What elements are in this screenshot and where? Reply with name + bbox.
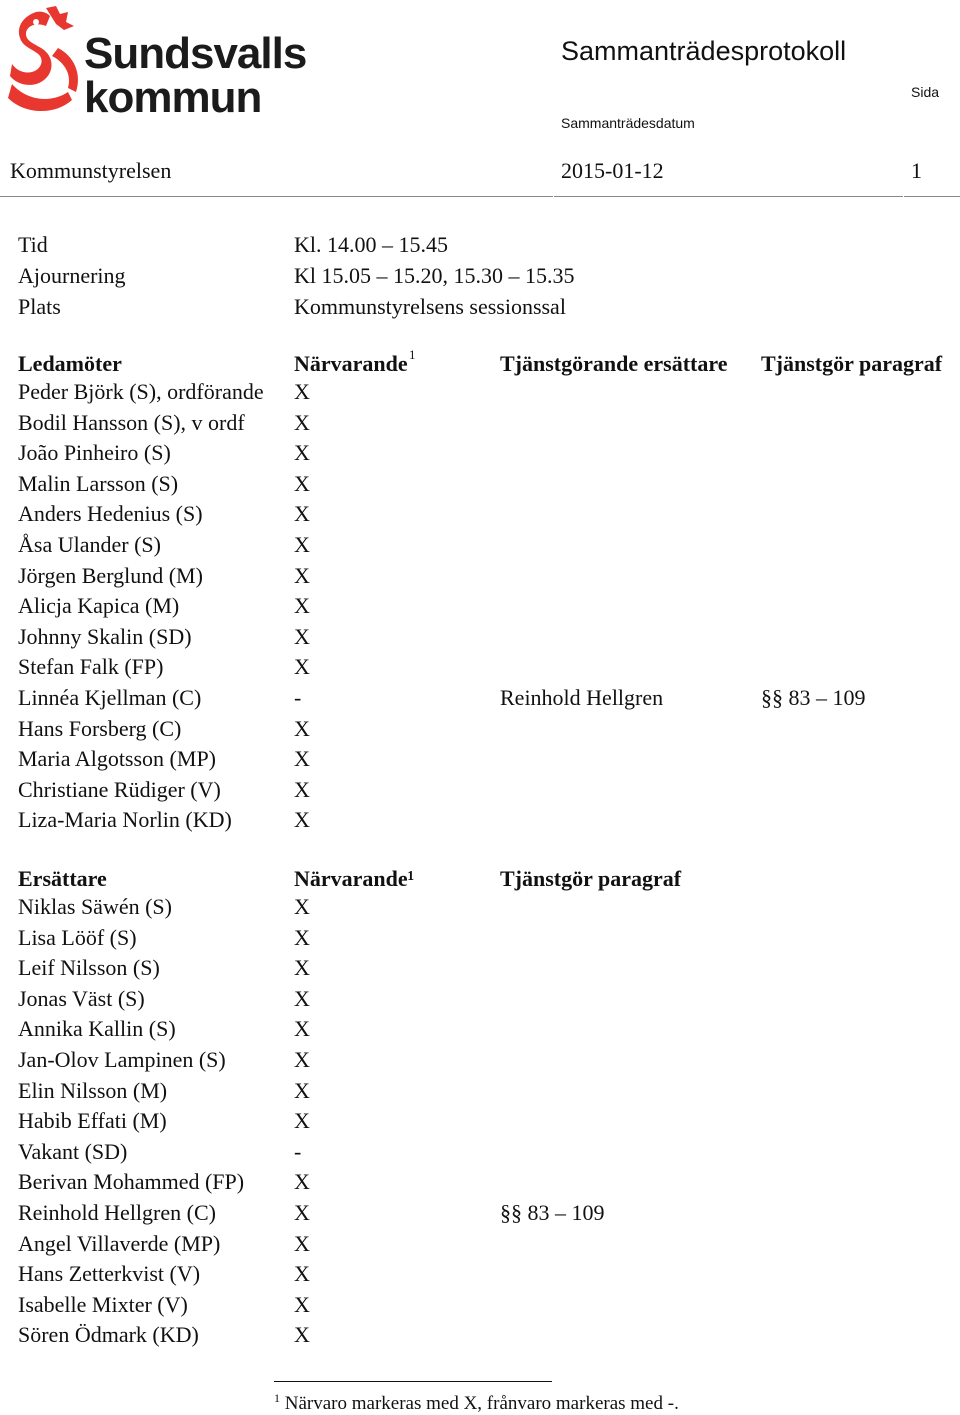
- member-paragraph: §§ 83 – 109: [761, 685, 866, 710]
- table-row: [0, 410, 960, 440]
- substitute-name: Annika Kallin (S): [18, 1016, 176, 1042]
- substitute-present: X: [294, 1322, 310, 1348]
- substitute-name: Sören Ödmark (KD): [18, 1322, 199, 1348]
- table-row: [0, 1047, 960, 1077]
- table-row: [0, 440, 960, 470]
- footnote-divider: [274, 1381, 552, 1382]
- table-row: [0, 777, 960, 807]
- member-present: X: [294, 807, 310, 833]
- member-present: X: [294, 623, 310, 649]
- member-name: Liza-Maria Norlin (KD): [18, 807, 232, 833]
- table-header: [0, 866, 960, 896]
- substitute-name: Isabelle Mixter (V): [18, 1291, 188, 1317]
- meeting-row: [0, 263, 960, 293]
- logo-wordmark: [84, 29, 307, 122]
- member-name: Åsa Ulander (S): [18, 532, 161, 557]
- substitute-present: -: [294, 1138, 302, 1164]
- header-present: Närvarande¹: [294, 866, 415, 891]
- substitute-present: X: [294, 1200, 310, 1225]
- member-substitute: Reinhold Hellgren: [500, 685, 664, 710]
- member-present: X: [294, 501, 310, 527]
- header-members: Ledamöter: [18, 351, 122, 376]
- logo-line-1: Sundsvalls: [84, 29, 307, 78]
- meeting-value: Kl 15.05 – 15.20, 15.30 – 15.35: [294, 263, 575, 288]
- footnote-mark: 1: [274, 1391, 280, 1405]
- member-name: Malin Larsson (S): [18, 470, 179, 496]
- table-row: [0, 1169, 960, 1199]
- member-name: Anders Hedenius (S): [18, 501, 203, 527]
- table-row: [0, 1139, 960, 1169]
- member-name: Jörgen Berglund (M): [18, 562, 203, 588]
- footnote-text: Närvaro markeras med X, frånvaro markeras med -.: [284, 1393, 679, 1414]
- header-serving-paragraph: Tjänstgör paragraf: [761, 351, 943, 376]
- table-row: [0, 1292, 960, 1322]
- meeting-label: Ajournering: [18, 263, 126, 288]
- table-row: [0, 379, 960, 409]
- header-serving-paragraph: Tjänstgör paragraf: [500, 866, 682, 891]
- meeting-value: Kl. 14.00 – 15.45: [294, 232, 448, 257]
- member-present: X: [294, 715, 310, 741]
- member-present: X: [294, 532, 310, 557]
- meeting-label: Tid: [18, 232, 48, 257]
- page-number: 1: [911, 158, 922, 183]
- member-present: X: [294, 593, 310, 619]
- substitute-present: X: [294, 955, 310, 981]
- header-substitutes: Ersättare: [18, 866, 107, 891]
- member-present: X: [294, 470, 310, 496]
- member-present: X: [294, 776, 310, 802]
- member-present: X: [294, 379, 310, 404]
- dragon-emblem-icon: [6, 4, 86, 124]
- footnote-ref: 1: [409, 347, 416, 362]
- substitute-present: X: [294, 894, 310, 919]
- member-name: Peder Björk (S), ordförande: [18, 379, 264, 404]
- member-name: Johnny Skalin (SD): [18, 623, 192, 649]
- member-name: Stefan Falk (FP): [18, 654, 164, 680]
- header-present: Närvarande: [294, 351, 408, 376]
- page-label: Sida: [911, 84, 940, 100]
- table-row: [0, 1016, 960, 1046]
- table-row: [0, 807, 960, 837]
- substitute-name: Habib Effati (M): [18, 1108, 167, 1134]
- substitute-name: Hans Zetterkvist (V): [18, 1261, 201, 1287]
- substitute-present: X: [294, 1016, 310, 1042]
- table-row: [0, 1200, 960, 1230]
- substitute-present: X: [294, 1047, 310, 1072]
- sundsvalls-kommun-logo: [6, 4, 316, 126]
- substitute-paragraph: §§ 83 – 109: [500, 1200, 605, 1225]
- member-present: X: [294, 440, 310, 466]
- substitute-present: X: [294, 985, 310, 1011]
- table-row: [0, 746, 960, 776]
- table-row: [0, 471, 960, 501]
- document-type: Sammanträdesprotokoll: [561, 36, 847, 66]
- substitute-name: Lisa Lööf (S): [18, 924, 137, 950]
- table-row: [0, 894, 960, 924]
- committee-name: Kommunstyrelsen: [10, 158, 172, 183]
- member-name: Hans Forsberg (C): [18, 715, 182, 741]
- meeting-value: Kommunstyrelsens sessionssal: [294, 294, 566, 319]
- substitute-present: X: [294, 1108, 310, 1134]
- table-row: [0, 563, 960, 593]
- member-present: X: [294, 562, 310, 588]
- footnote: [274, 1391, 679, 1415]
- substitute-name: Niklas Säwén (S): [18, 894, 172, 919]
- table-row: [0, 1261, 960, 1291]
- substitute-present: X: [294, 1077, 310, 1103]
- substitute-present: X: [294, 1261, 310, 1287]
- substitute-name: Leif Nilsson (S): [18, 955, 160, 981]
- meeting-date: 2015-01-12: [561, 158, 664, 183]
- member-present: X: [294, 746, 310, 772]
- member-name: Maria Algotsson (MP): [18, 746, 216, 772]
- substitute-name: Elin Nilsson (M): [18, 1077, 168, 1103]
- table-row: [0, 986, 960, 1016]
- member-name: Alicja Kapica (M): [18, 593, 180, 619]
- date-label: Sammanträdesdatum: [561, 115, 695, 131]
- substitute-present: X: [294, 1291, 310, 1317]
- table-row: [0, 685, 960, 715]
- table-row: [0, 654, 960, 684]
- substitute-present: X: [294, 1230, 310, 1256]
- table-row: [0, 1078, 960, 1108]
- substitute-name: Reinhold Hellgren (C): [18, 1200, 216, 1225]
- logo-line-2: kommun: [84, 73, 262, 122]
- table-row: [0, 1322, 960, 1352]
- substitute-name: Angel Villaverde (MP): [18, 1230, 221, 1256]
- substitute-name: Berivan Mohammed (FP): [18, 1169, 245, 1195]
- substitute-present: X: [294, 1169, 310, 1195]
- member-name: Linnéa Kjellman (C): [18, 685, 202, 710]
- table-row: [0, 501, 960, 531]
- header-divider: [0, 196, 960, 197]
- substitute-name: Jan-Olov Lampinen (S): [18, 1047, 226, 1072]
- table-row: [0, 624, 960, 654]
- substitute-name: Vakant (SD): [18, 1138, 128, 1164]
- meeting-row: [0, 232, 960, 262]
- table-row: [0, 955, 960, 985]
- header-acting-substitute: Tjänstgörande ersättare: [500, 351, 728, 376]
- table-row: [0, 1231, 960, 1261]
- member-name: Christiane Rüdiger (V): [18, 776, 221, 802]
- meeting-label: Plats: [18, 294, 61, 319]
- table-row: [0, 1108, 960, 1138]
- meeting-row: [0, 294, 960, 324]
- member-present: X: [294, 409, 310, 435]
- table-row: [0, 925, 960, 955]
- table-header: [0, 347, 960, 381]
- table-row: [0, 716, 960, 746]
- table-row: [0, 532, 960, 562]
- member-name: João Pinheiro (S): [18, 440, 171, 466]
- member-present: X: [294, 654, 310, 680]
- substitute-present: X: [294, 924, 310, 950]
- member-present: -: [294, 685, 302, 710]
- member-name: Bodil Hansson (S), v ordf: [18, 409, 245, 435]
- table-row: [0, 593, 960, 623]
- substitute-name: Jonas Väst (S): [18, 985, 145, 1011]
